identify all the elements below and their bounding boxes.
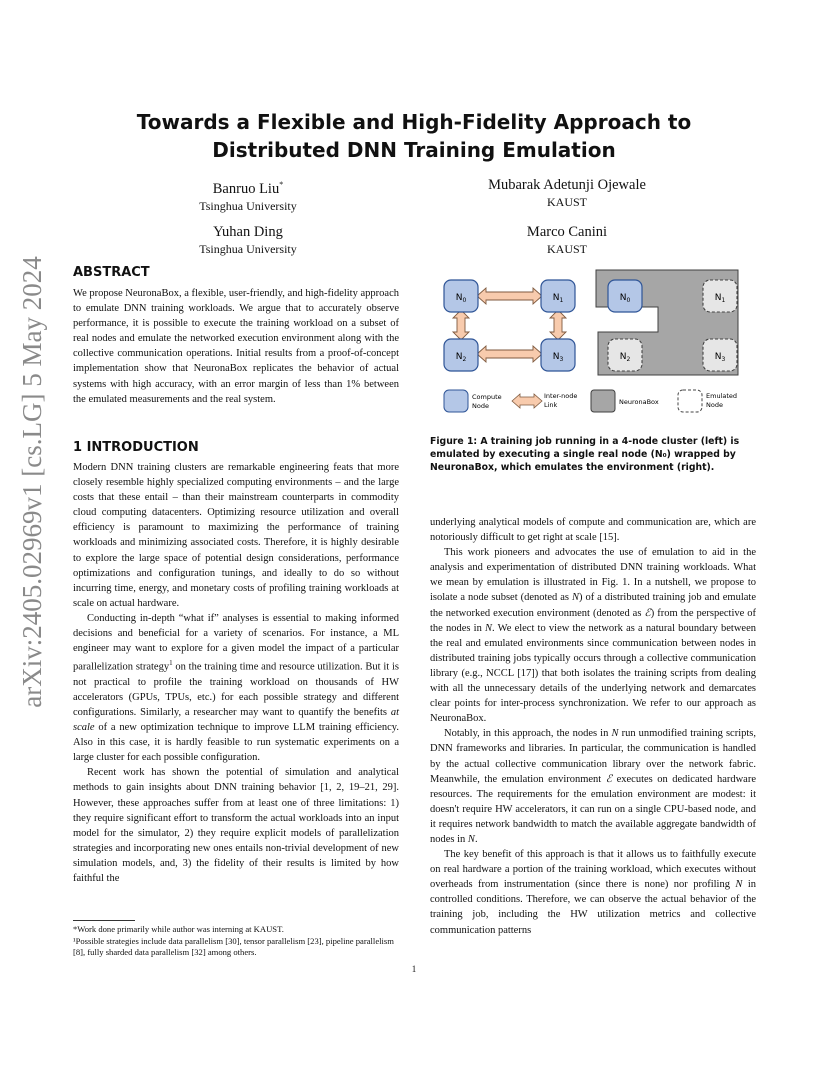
title-line-1: Towards a Flexible and High-Fidelity Approach to <box>136 110 692 134</box>
emulated-node-n3 <box>703 339 737 371</box>
author-block-4 <box>467 223 667 257</box>
author-affiliation: Tsinghua University <box>199 198 297 213</box>
svg-text:Emulated: Emulated <box>706 392 738 400</box>
author-block-2 <box>467 176 667 210</box>
svg-text:NeuronaBox: NeuronaBox <box>619 398 659 406</box>
right-paragraph-3: The key benefit of this approach is that it allows us to faithfully execute on real hardware a portion of the training workload, which executes without overheads from instrumentation (since there is none) nor profiling N in controlled conditions. Therefore, we can observe the actual behavior of the training job, including the HW utilization metrics and collective communication patterns <box>430 849 756 936</box>
svg-text:N3: $N_3$ <box>714 352 726 363</box>
right-paragraph-0: underlying analytical models of compute and communication are, which are notoriously difficult to get right at scale [15]. <box>430 517 756 544</box>
link-arrow-n2-n3 <box>477 346 542 362</box>
svg-text:Node: Node <box>706 401 723 409</box>
svg-text:Inter-node: Inter-node <box>544 392 578 400</box>
svg-text:N2: $N_2$ <box>619 352 631 363</box>
link-arrow-n0-n2 <box>453 310 469 340</box>
link-arrow-n1-n3 <box>550 310 566 340</box>
author-affiliation: Tsinghua University <box>199 242 297 256</box>
abstract-body <box>73 286 399 407</box>
figure-1-caption: Figure 1: A training job running in a 4-node cluster (left) is emulated by executing a single real node (N₀) wrapped by NeuronaBox, which emulates the environment (right). <box>430 436 740 474</box>
svg-text:Node: Node <box>472 402 489 410</box>
emulated-node-n2 <box>608 339 642 371</box>
author-block-1 <box>148 176 348 214</box>
arxiv-identifier: arXiv:2405.02969v1 [cs.LG] 5 May 2024 <box>17 256 47 708</box>
intro-paragraph-2: Conducting in-depth “what if” analyses is essential to making informed decisions and beneficial for a variety of scenarios. For instance, a ML engineer may want to explore for a given model the impact of a particular parallelization strategy$^1$ on the training time and resource utilization. But it is not practical to profile the training workload on thousands of HW accelerators (GPUs, TPUs, etc.) for each possible strategy and different configurations. Similarly, a researcher may want to quantify the benefits at scale of a new optimization technique to improve LLM training efficiency. Also in this case, it is hardly feasible to run systematic experiments on a large cluster for each possible configuration. <box>73 612 399 764</box>
author-name: Yuhan Ding <box>213 224 283 240</box>
figure-legend <box>444 390 737 412</box>
emulated-node-n1 <box>703 280 737 312</box>
legend-emulated-node <box>678 390 737 412</box>
author-affiliation: KAUST <box>546 242 587 256</box>
legend-inter-node-link <box>512 392 577 409</box>
right-paragraph-2: Notably, in this approach, the nodes in N run unmodified training scripts, DNN frameworks and libraries. In particular, the communication is handled by the actual collective communication library over the network fabric. Meanwhile, the emulation environment ℰ executes on dedicated hardware resources. The requirements for the emulation environment are modest: it doesn't require HW accelerators, it can run on a single CPU-based node, and it requires network bandwidth to match the available aggregate bandwidth of nodes in N. <box>430 728 756 845</box>
footnotes <box>73 924 399 959</box>
introduction-heading: 1 INTRODUCTION <box>73 440 199 455</box>
svg-text:N0: $N_0$ <box>455 293 467 304</box>
abstract-heading: ABSTRACT <box>73 265 150 280</box>
title-line-2: Distributed DNN Training Emulation <box>212 138 616 162</box>
figure-1-diagram <box>430 262 756 422</box>
compute-node-n2 <box>444 339 478 371</box>
footnote-rule <box>73 920 135 921</box>
svg-text:N1: $N_1$ <box>552 293 564 304</box>
svg-text:N1: $N_1$ <box>714 293 726 304</box>
svg-text:N3: $N_3$ <box>552 352 564 363</box>
author-name: Banruo Liu* <box>212 180 284 197</box>
compute-node-n3 <box>541 339 575 371</box>
intro-paragraph-1: Modern DNN training clusters are remarkable engineering feats that more closely resemble highly specialized computing environments – and the large costs that these entail – than their mainstream counterparts in commodity cloud computing datacenters. Optimizing resource utilization and overall efficiency is paramount to maximizing the performance of training workloads and minimizing associated costs. Therefore, it is highly desirable to explore the large space of potential design considerations, performance optimizations and configuration tunings, and ideally to do so without incurring time, energy, and monetary costs of profiling training workloads at scale on actual hardware. <box>73 462 399 609</box>
compute-node-n1 <box>541 280 575 312</box>
link-arrow-n0-n1 <box>477 288 542 304</box>
footnote-1: *Work done primarily while author was interning at KAUST. <box>73 924 284 934</box>
abstract-paragraph: We propose NeuronaBox, a flexible, user-friendly, and high-fidelity approach to emulate DNN training workloads. We argue that to accurately observe performance, it is possible to execute the training workload on a subset of real nodes and emulate the networked execution environment along with the collective communication operations. Initial results from a proof-of-concept implementation show that NeuronaBox replicates the behavior of actual systems with high accuracy, with an error margin of less than 1% between the emulated measurements and the real system. <box>73 288 399 405</box>
compute-node-n0 <box>444 280 478 312</box>
svg-text:Link: Link <box>544 401 558 409</box>
svg-text:Compute: Compute <box>472 393 502 401</box>
introduction-body <box>73 460 399 886</box>
svg-text:N0: $N_0$ <box>619 293 631 304</box>
right-paragraph-1: This work pioneers and advocates the use of emulation to aid in the analysis and experimentation of distributed DNN training workloads. What we mean by emulation is illustrated in Fig. 1. In a nutshell, we propose to isolate a node subset (denoted as N) of a distributed training job and emulate the networked execution environment (denoted as ℰ) from the perspective of the nodes in N. We elect to view the network as a natural boundary between the real and emulated environments since communication between nodes in distributed training jobs typically occurs through a collective communication library (e.g., NCCL [17]) that both isolates the training scripts from dealing with all the unnecessary details of the underlying network and demarcates clear points for inter-process synchronization. We refer to our approach as NeuronaBox. <box>430 547 757 725</box>
svg-text:N2: $N_2$ <box>455 352 467 363</box>
intro-paragraph-3: Recent work has shown the potential of simulation and analytical methods to gain insights about DNN training behavior [1, 2, 19–21, 29]. However, these approaches suffer from at least one of three limitations: 1) they require significant effort to transform the actual workloads into an input model for the simulator, 2) they require explicit models of parallelization strategies and incorporating new ones entails non-trivial development of new simulation models, and, 3) the fidelity of their results is limited by how faithful the <box>73 767 399 885</box>
compute-node-n0-real <box>608 280 642 312</box>
footnote-2: ¹Possible strategies include data parallelism [30], tensor parallelism [23], pipeline parallelism [8], fully sharded data parallelism [32] among others. <box>73 935 394 958</box>
legend-neuronabox <box>591 390 659 412</box>
right-column-body <box>430 515 756 938</box>
page-number: 1 <box>411 964 417 974</box>
footnote-ref[interactable]: 1 <box>169 659 173 668</box>
author-affiliation: KAUST <box>546 195 587 209</box>
author-name: Marco Canini <box>526 224 608 240</box>
paper-title <box>100 108 728 164</box>
author-block-3 <box>148 223 348 257</box>
author-name: Mubarak Adetunji Ojewale <box>488 177 646 193</box>
legend-compute-node <box>444 390 502 412</box>
